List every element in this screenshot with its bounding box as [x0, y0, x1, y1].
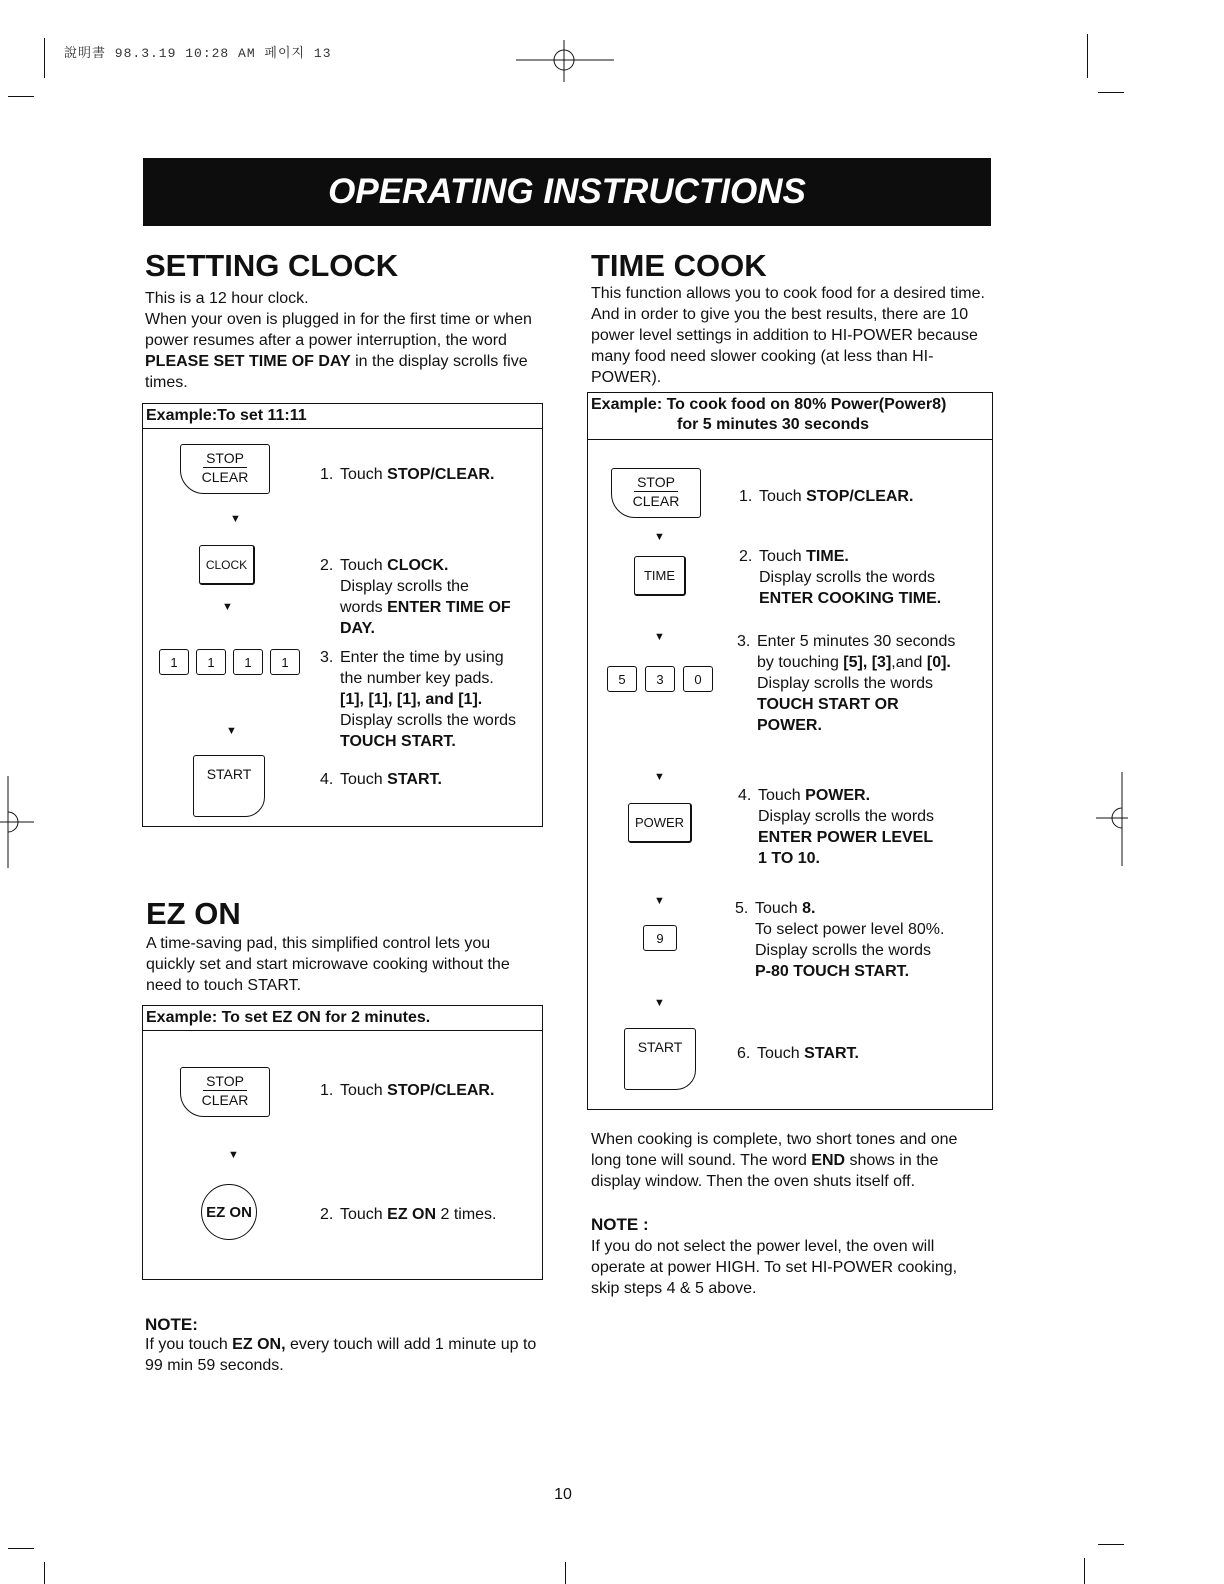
ez-on-note-title: NOTE:: [145, 1315, 198, 1334]
stop-clear-key[interactable]: STOP CLEAR: [180, 444, 270, 494]
crop-mark: [8, 1548, 34, 1549]
digit-key-0[interactable]: 0: [683, 666, 713, 692]
arrow-down-icon: ▼: [228, 1149, 239, 1161]
digit-key-9[interactable]: 9: [643, 925, 677, 951]
example-heading: Example:To set 11:11: [143, 404, 542, 429]
page-banner: OPERATING INSTRUCTIONS: [143, 158, 991, 226]
clock-key[interactable]: CLOCK: [199, 545, 255, 585]
registration-mark: [1092, 772, 1132, 868]
arrow-down-icon: ▼: [226, 725, 237, 737]
time-key[interactable]: TIME: [634, 556, 686, 596]
clock-step-3: 3. Enter the time by using the number key pads. [1], [1], [1], and [1]. Display scrolls the words TOUCH START.: [320, 649, 517, 750]
stop-clear-key[interactable]: STOP CLEAR: [611, 468, 701, 518]
time-cook-step-4: 4. Touch POWER. Display scrolls the words ENTER POWER LEVEL 1 TO 10.: [738, 787, 935, 867]
arrow-down-icon: ▼: [654, 895, 665, 907]
start-key[interactable]: START: [193, 755, 265, 817]
example-heading: Example: To set EZ ON for 2 minutes.: [143, 1006, 542, 1031]
arrow-down-icon: ▼: [654, 771, 665, 783]
time-cook-step-1: 1. Touch STOP/CLEAR.: [739, 488, 914, 505]
ez-on-example-box: [142, 1005, 543, 1280]
time-cook-step-5: 5. Touch 8. To select power level 80%. Display scrolls the words P-80 TOUCH START.: [735, 900, 945, 980]
clock-step-2: 2. Touch CLOCK. Display scrolls the words ENTER TIME OF DAY.: [320, 557, 511, 637]
clock-step-4: 4. Touch START.: [320, 771, 442, 788]
time-cook-step-2: 2. Touch TIME. Display scrolls the words ENTER COOKING TIME.: [739, 548, 942, 607]
time-cook-step-3: 3. Enter 5 minutes 30 seconds by touching [5], [3],and [0]. Display scrolls the words TOUCH START OR POWER.: [737, 633, 956, 734]
registration-mark: [516, 40, 616, 84]
crop-mark: [565, 1562, 566, 1584]
time-cook-step-6: 6. Touch START.: [737, 1045, 859, 1062]
digit-key-1[interactable]: 1: [196, 649, 226, 675]
clock-step-1: 1. Touch STOP/CLEAR.: [320, 466, 495, 483]
registration-mark: [0, 776, 40, 870]
setting-clock-title: SETTING CLOCK: [145, 248, 399, 283]
digit-key-5[interactable]: 5: [607, 666, 637, 692]
crop-mark: [1084, 1558, 1085, 1584]
setting-clock-intro-1: This is a 12 hour clock.: [145, 290, 309, 307]
ez-on-key[interactable]: EZ ON: [201, 1184, 257, 1240]
page-number: 10: [554, 1486, 572, 1503]
time-cook-title: TIME COOK: [591, 248, 767, 283]
print-stamp: 說明書 98.3.19 10:28 AM 페이지 13: [64, 46, 332, 61]
crop-mark: [44, 38, 45, 78]
time-cook-note: If you do not select the power level, the oven will operate at power HIGH. To set HI-POWER cooking, skip steps 4 & 5 above.: [591, 1238, 958, 1297]
arrow-down-icon: ▼: [654, 997, 665, 1009]
crop-mark: [1098, 1544, 1124, 1545]
digit-key-1[interactable]: 1: [159, 649, 189, 675]
arrow-down-icon: ▼: [654, 531, 665, 543]
start-key[interactable]: START: [624, 1028, 696, 1090]
arrow-down-icon: ▼: [654, 631, 665, 643]
stop-clear-key[interactable]: STOP CLEAR: [180, 1067, 270, 1117]
ez-on-intro: A time-saving pad, this simplified control lets you quickly set and start microwave cooking without the need to touch START.: [146, 935, 510, 994]
ez-on-step-2: 2. Touch EZ ON 2 times.: [320, 1206, 497, 1223]
crop-mark: [44, 1562, 45, 1584]
time-cook-completion: When cooking is complete, two short tones and one long tone will sound. The word END shows in the display window. Then the oven shuts itself off.: [591, 1131, 958, 1190]
crop-mark: [1087, 34, 1088, 78]
ez-on-step-1: 1. Touch STOP/CLEAR.: [320, 1082, 495, 1099]
crop-mark: [8, 96, 34, 97]
digit-key-1[interactable]: 1: [233, 649, 263, 675]
arrow-down-icon: ▼: [230, 513, 241, 525]
ez-on-title: EZ ON: [146, 896, 241, 931]
time-cook-note-title: NOTE :: [591, 1215, 649, 1234]
crop-mark: [1098, 92, 1124, 93]
digit-key-3[interactable]: 3: [645, 666, 675, 692]
power-key[interactable]: POWER: [628, 803, 692, 843]
time-cook-intro: This function allows you to cook food for a desired time. And in order to give you the best results, there are 10 power level settings in addition to HI-POWER because many food need slower cooking (at less than HI-POWER).: [591, 285, 985, 386]
ez-on-note: If you touch EZ ON, every touch will add 1 minute up to 99 min 59 seconds.: [145, 1336, 537, 1374]
digit-key-1[interactable]: 1: [270, 649, 300, 675]
arrow-down-icon: ▼: [222, 601, 233, 613]
setting-clock-intro-2: When your oven is plugged in for the first time or when power resumes after a power interruption, the word PLEASE SET TIME OF DAY in the display scrolls five times.: [145, 311, 532, 391]
example-heading: Example: To cook food on 80% Power(Power8) for 5 minutes 30 seconds: [588, 393, 992, 440]
